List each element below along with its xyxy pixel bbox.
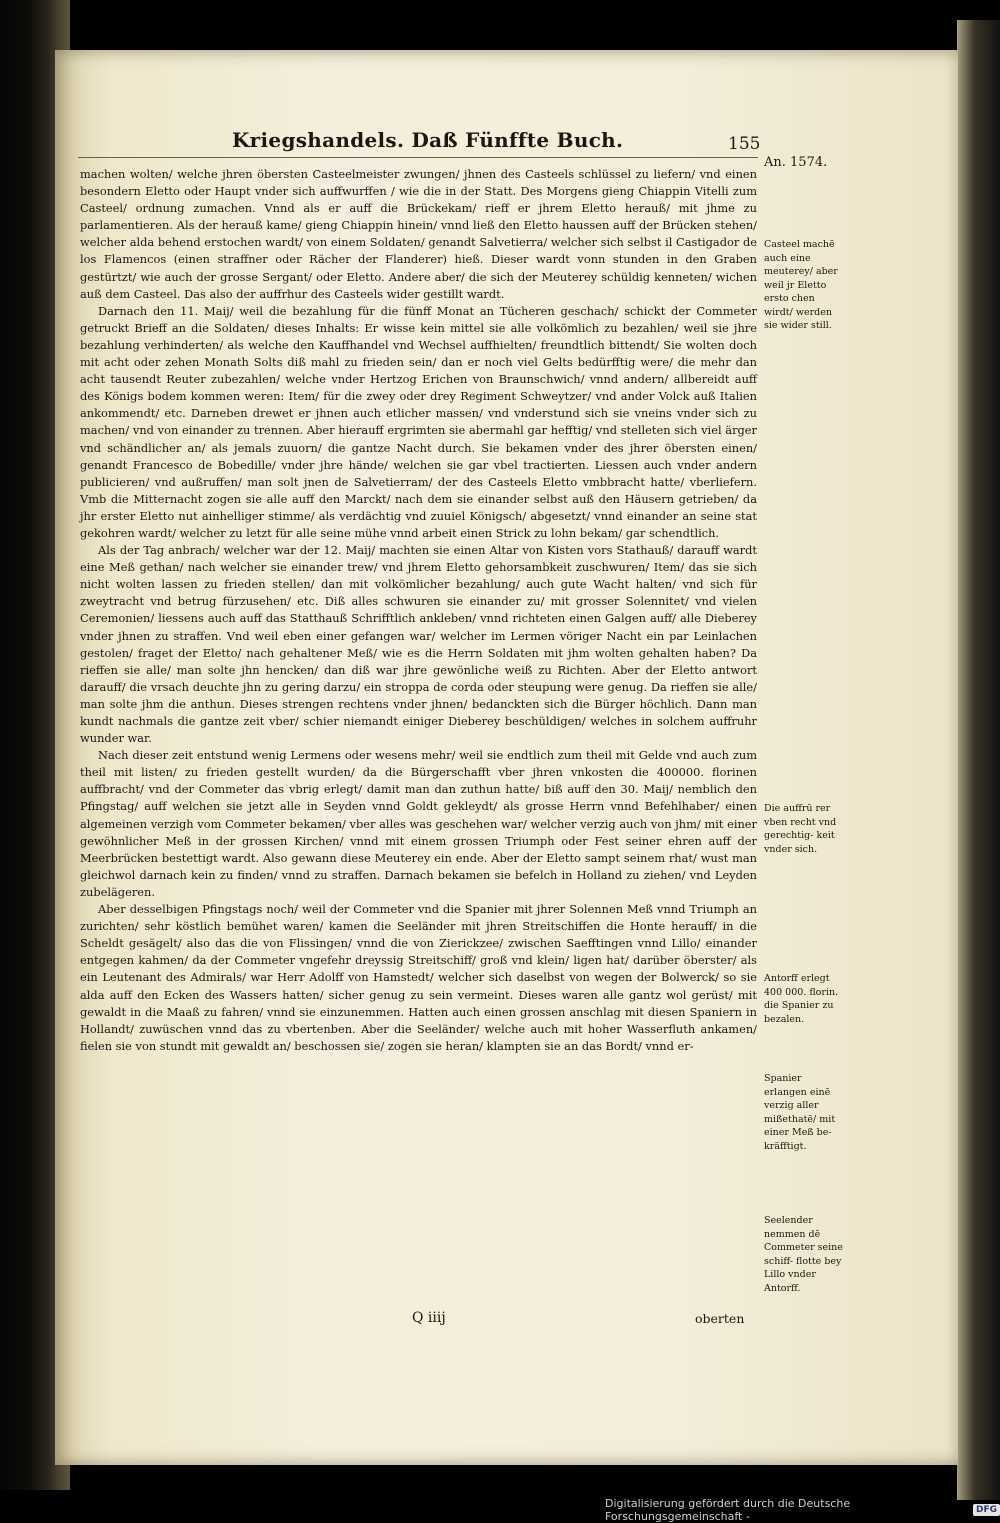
scan-shadow-right — [957, 20, 1000, 1500]
catchword: oberten — [695, 1311, 745, 1326]
digitization-credit — [605, 1497, 1000, 1523]
marginal-note: Spanier erlangen einē verzig aller mißethatē/ mit einer Meß be- kräfftigt. — [764, 1073, 836, 1152]
dfg-logo: DFG — [973, 1504, 1000, 1516]
marginal-note: Casteel machē auch eine meuterey/ aber weil jr Eletto ersto chen wirdt/ werden sie wider still. — [764, 239, 838, 331]
marginal-note: Seelender nemmen dē Commeter seine schiff- flotte bey Lillo vnder Antorff. — [764, 1215, 843, 1294]
main-text-block — [80, 166, 757, 1055]
paragraph: Nach dieser zeit entstund wenig Lermens oder wesens mehr/ weil sie endtlich zum theil mit Gelde vnd auch zum theil mit listen/ zu frieden gestellt wurden/ da die Bürgerschafft vber jhren vnkosten die 400000. florinen auffbracht/ vnd der Commeter das vbrig erlegt/ damit man dan zuthun hatte/ biß auff den 30. Maij/ nemblich den Pfingstag/ auff welchen sie jetzt alle in Seyden vnnd Goldt gekleydt/ als grosse Herrn vnnd Befehlhaber/ einen algemeinen verzigh vom Commeter bekamen/ vber alles was geschehen war/ welcher verzig auch von jhm/ mit einer gewöhnlicher Meß in der grossen Kirchen/ vnnd mit einem grossen Triumph oder Fest seiner ehren auff der Meerbrücken bestettigt wardt. Also gewann diese Meuterey ein ende. Aber der Eletto sampt seinem rhat/ wust man gleichwol darnach kein zu finden/ vnnd zu straffen. Darnach bekamen sie befelch in Holland zu ziehen/ vnd Leyden zubelägeren. — [80, 748, 757, 899]
paragraph: Darnach den 11. Maij/ weil die bezahlung für die fünff Monat an Tücheren geschach/ schickt der Commeter getruckt Brieff an die Soldaten/ dieses Inhalts: Er wisse kein mittel sie alle volkömlich zu bezahlen/ weil sie jhre bezahlung verhinderten/ als welche den Kauffhandel vnd Wechsel auffhielten/ freundtlich bittendt/ Sie wolten doch mit acht oder zehen Monath Solts diß mahl zu frieden sein/ dan er noch viel Gelts bedürfftig were/ die mehr dan acht tausendt Reuter zubezahlen/ welche vnder Hertzog Erichen von Braunschwich/ vnnd andern/ allbereidt auff des Königs bodem kommen weren: Item/ für die zwey oder drey Regiment Schweytzer/ vnd ander Volck auß Italien ankommendt/ etc. Darneben drewet er jhnen auch etlicher massen/ vnd vnderstund sich sie vneins vnder sich zu machen/ vnd von einander zu trennen. Aber hierauff ergrimten sie abermahl gar hefftig/ vnd stelleten sich viel ärger vnd schändlicher an/ als jemals zuuorn/ die gantze Nacht durch. Sie bekamen vnder des jhrer öbersten einen/ genandt Francesco de Bobedille/ vnder jhre hände/ welchen sie gar vbel tractierten. Liessen auch vnder andern publicieren/ vnd außruffen/ man solt jnen de Salvetierram/ der des Casteels Eletto vmbbracht hatte/ vberliefern. Vmb die Mitternacht zogen sie alle auff den Marckt/ nach dem sie einander selbst auß den Häusern getrieben/ da jhr erster Eletto nut ainhelliger stimme/ als verdächtig vnd zuuiel Königsch/ abgesetzt/ vnnd einander an seine stat gekohren wardt/ welcher zu letzt für alle seine mühe vnnd arbeit einen Strick zu lohn bekam/ gar schendtlich. — [80, 303, 757, 540]
paragraph: Als der Tag anbrach/ welcher war der 12. Maij/ machten sie einen Altar von Kisten vors Stathauß/ darauff wardt eine Meß gethan/ nach welcher sie einander trew/ vnd jhrem Eletto gehorsambkeit zuschwuren/ Item/ das sie sich nicht wolten lassen zu frieden stellen/ dan mit volkömlicher bezahlung/ auch gute Wacht halten/ vnd sich für zweytracht vnd betrug fürzusehen/ etc. Diß alles schwuren sie einander zu/ mit grosser Solennitet/ vnd vielen Ceremonien/ liessens auch auff das Statthauß Schrifftlich ankleben/ vnnd richteten einen Galgen auff/ alle Dieberey vnder jhnen zu straffen. Vnd weil eben einer gefangen war/ welcher im Lermen vöriger Nacht ein par Leinlachen gestolen/ fraget der Eletto/ nach gehaltener Meß/ wie es die Herrn Soldaten mit jhm wolten gehalten haben? Da rieffen sie alle/ man solte jhn hencken/ dan diß war jhre gewönliche weiß zu Richten. Aber der Eletto antwort darauff/ die vrsach deuchte jhn zu gering darzu/ ein stroppa de corda oder steupung were genug. Da rieffen sie alle/ man solte jhm die anthun. Dieses strengen rechtens vnder jhnen/ bedanckten sich die Bürger höchlich. Dann man kundt nachmals die gantze zeit vber/ schier niemandt einiger Dieberey beschüldigen/ welches in solchem auffruhr wunder war. — [80, 543, 757, 746]
running-head: Kriegshandels. Daß Fünffte Buch. — [232, 128, 624, 152]
page-number: 155 — [728, 134, 761, 154]
credit-text: Digitalisierung gefördert durch die Deutsche Forschungsgemeinschaft - — [605, 1497, 851, 1523]
paragraph: Aber desselbigen Pfingstags noch/ weil der Commeter vnd die Spanier mit jhrer Solennen Meß vnnd Triumph an zurichten/ sehr köstlich bemühet waren/ kamen die Seeländer mit jhren Streitschiffen die Honte herauff/ in die Scheldt gesägelt/ also das die von Flissingen/ vnnd die von Zierickzee/ zwischen Saefftingen vnnd Lillo/ einander entgegen kahmen/ da der Commeter vngefehr dreyssig Streitschiff/ groß vnd klein/ ligen hat/ darüber öberster/ als ein Leutenant des Admirals/ war Herr Adolff von Hamstedt/ welcher sich daselbst von wegen der Bolwerck/ so sie alda auff den Ecken des Wassers hatten/ sicher genug zu sein vermeint. Dieses waren alle gantz wol gerüst/ mit gewaldt in die Maaß zu fahren/ vnnd sie einzunemmen. Hatten auch einen grossen anschlag mit diesen Spaniern in Hollandt/ zuwüschen vnnd das zu vbertenben. Aber die Seeländer/ welche auch mit hoher Wasserfluth ankamen/ fielen sie von stundt mit gewaldt an/ beschossen sie/ zogen sie heran/ klampten sie an das Bordt/ vnnd er- — [80, 902, 757, 1053]
header-rule — [78, 157, 758, 158]
year-marginal: An. 1574. — [764, 155, 828, 170]
marginal-note: Antorff erlegt 400 000. florin. die Spanier zu bezalen. — [764, 973, 839, 1025]
marginal-note: Die auffrū rer vben recht vnd gerechtig- keit vnder sich. — [764, 803, 837, 855]
paragraph: machen wolten/ welche jhren öbersten Casteelmeister zwungen/ jhnen des Casteels schlüssel zu liefern/ vnd einen besondern Eletto oder Haupt vnder sich auffwurffen / wie die in der Statt. Des Morgens gieng Chiappin Vitelli zum Casteel/ ordnung zumachen. Vnnd als er auff die Brückekam/ rieff er jhrem Eletto herauß/ mit jhme zu parlamentieren. Als der herauß kame/ gieng Chiappin hinein/ vnnd ließ den Eletto haussen auff der Brücken stehen/ welcher alda behend erstochen wardt/ von einem Soldaten/ genandt Salvetierra/ welcher sich selbst il Castigador de los Flamencos (einen straffner oder Rächer der Flanderer) hieß. Dieser wardt vonn stunden in den Graben gestürtzt/ wie auch der grosse Sergant/ oder Eletto. Andere aber/ die sich der Meuterey schüldig kenneten/ wichen auß dem Casteel. Das also der auffrhur des Casteels wider gestillt wardt. — [80, 167, 757, 301]
signature-mark: Q iiij — [412, 1310, 446, 1326]
